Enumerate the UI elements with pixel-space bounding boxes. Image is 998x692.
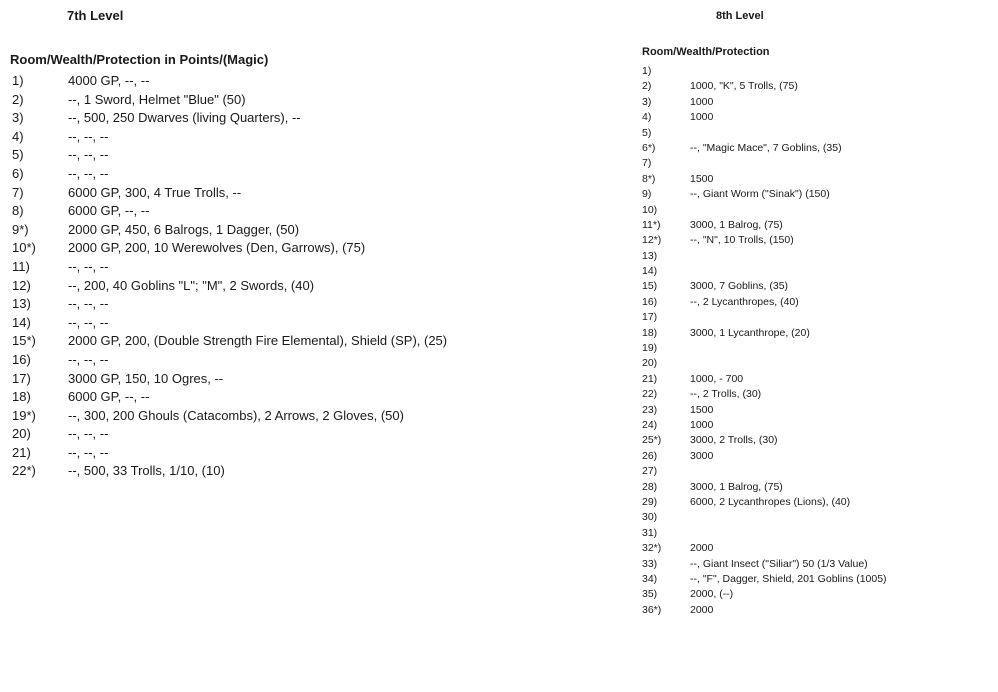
room-number: 22*) (12, 463, 36, 479)
room-contents: 6000 GP, --, -- (68, 389, 150, 405)
room-number: 16) (12, 351, 31, 367)
room-number: 27) (642, 465, 658, 478)
room-number: 13) (642, 249, 658, 262)
room-contents: 2000 GP, 200, (Double Strength Fire Elemental), Shield (SP), (25) (68, 333, 448, 349)
room-row (640, 372, 887, 387)
room-row (640, 587, 887, 602)
room-number: 21) (642, 372, 658, 385)
room-number: 14) (12, 314, 31, 330)
room-contents: 4000 GP, --, -- (68, 73, 150, 88)
room-row (10, 314, 447, 333)
room-contents: --, --, -- (68, 258, 109, 274)
room-number: 14) (642, 265, 658, 278)
room-row (640, 249, 887, 264)
room-row (640, 264, 887, 279)
room-contents: --, 500, 33 Trolls, 1/10, (10) (68, 463, 225, 479)
room-row (640, 572, 887, 587)
room-contents: --, --, -- (68, 314, 109, 330)
room-contents: --, --, -- (68, 147, 109, 163)
room-number: 6) (12, 165, 24, 181)
room-row (10, 332, 447, 351)
room-row (10, 221, 447, 240)
room-contents: --, 2 Lycanthropes, (40) (690, 295, 799, 308)
room-number: 10*) (12, 240, 36, 256)
seventh-level-heading: Room/Wealth/Protection in Points/(Magic) (10, 52, 269, 67)
room-number: 5) (642, 126, 652, 139)
room-number: 15) (642, 280, 658, 293)
room-number: 18) (12, 389, 31, 405)
room-row (640, 279, 887, 294)
room-row (10, 72, 447, 91)
room-number: 12*) (642, 234, 662, 247)
room-number: 28) (642, 480, 658, 493)
room-number: 26) (642, 449, 658, 462)
room-number: 3) (12, 110, 24, 126)
room-number: 1) (12, 73, 24, 88)
room-row (640, 557, 887, 572)
room-number: 16) (642, 295, 658, 308)
room-row (640, 326, 887, 341)
room-contents: 3000, 2 Trolls, (30) (690, 434, 778, 447)
room-row (10, 165, 447, 184)
room-row (10, 462, 447, 481)
room-contents: --, --, -- (68, 296, 109, 312)
room-contents: 3000, 7 Goblins, (35) (690, 280, 789, 293)
room-contents: 6000, 2 Lycanthropes (Lions), (40) (690, 495, 851, 508)
room-row (10, 425, 447, 444)
room-number: 23) (642, 403, 658, 416)
room-row (640, 110, 887, 125)
room-contents: --, 2 Trolls, (30) (690, 388, 762, 401)
room-contents: --, --, -- (68, 165, 109, 181)
room-number: 35) (642, 588, 658, 601)
room-number: 36*) (642, 603, 662, 616)
room-row (10, 370, 447, 389)
room-number: 13) (12, 296, 31, 312)
room-number: 17) (12, 370, 31, 386)
room-contents: --, --, -- (68, 351, 109, 367)
room-row (640, 233, 887, 248)
room-number: 33) (642, 557, 658, 570)
room-number: 12) (12, 277, 31, 293)
room-number: 4) (12, 128, 24, 144)
room-number: 19) (642, 342, 658, 355)
room-row (10, 128, 447, 147)
room-contents: --, Giant Insect ("Siliar") 50 (1/3 Value) (690, 557, 868, 570)
room-row (10, 388, 447, 407)
room-contents: 3000, 1 Balrog, (75) (690, 480, 783, 493)
eighth-level-title: 8th Level (716, 10, 764, 22)
room-contents: --, --, -- (68, 444, 109, 460)
room-number: 1) (642, 65, 652, 77)
room-contents: 1000 (690, 95, 714, 108)
room-row (640, 64, 887, 79)
room-number: 6*) (642, 141, 656, 154)
room-row (640, 464, 887, 479)
room-contents: --, 1 Sword, Helmet "Blue" (50) (68, 91, 246, 107)
room-number: 32*) (642, 542, 662, 555)
room-row (640, 295, 887, 310)
room-contents: --, 200, 40 Goblins "L"; "M", 2 Swords, (40) (68, 277, 315, 293)
room-row (640, 141, 887, 156)
room-number: 24) (642, 418, 658, 431)
room-number: 7) (642, 157, 652, 170)
room-number: 8) (12, 203, 24, 219)
room-row (640, 403, 887, 418)
room-contents: 2000 GP, 200, 10 Werewolves (Den, Garrows), (75) (68, 240, 366, 256)
room-row (10, 258, 447, 277)
room-number: 21) (12, 444, 31, 460)
room-contents: --, --, -- (68, 426, 109, 442)
room-row (10, 239, 447, 258)
room-row (640, 218, 887, 233)
room-row (10, 295, 447, 314)
room-number: 17) (642, 311, 658, 324)
room-number: 2) (12, 91, 24, 107)
room-row (640, 79, 887, 94)
room-row (640, 310, 887, 325)
room-row (640, 203, 887, 218)
room-number: 18) (642, 326, 658, 339)
room-row (640, 418, 887, 433)
room-contents: 6000 GP, 300, 4 True Trolls, -- (68, 184, 242, 200)
room-number: 34) (642, 572, 658, 585)
room-contents: 2000 GP, 450, 6 Balrogs, 1 Dagger, (50) (68, 221, 300, 237)
room-row (640, 526, 887, 541)
room-number: 11*) (642, 218, 661, 231)
room-number: 11) (12, 258, 30, 274)
room-row (10, 407, 447, 426)
room-row (640, 541, 887, 556)
room-contents: --, 500, 250 Dwarves (living Quarters), -- (68, 110, 301, 126)
room-number: 20) (642, 357, 658, 370)
room-row (640, 172, 887, 187)
seventh-level-room-list (10, 72, 447, 481)
room-row (10, 277, 447, 296)
room-number: 31) (642, 526, 658, 539)
seventh-level-title: 7th Level (67, 8, 124, 23)
room-row (640, 480, 887, 495)
room-row (640, 187, 887, 202)
room-row (10, 444, 447, 463)
room-contents: 1000, "K", 5 Trolls, (75) (690, 80, 798, 93)
room-contents: 2000, (--) (690, 588, 734, 601)
room-number: 20) (12, 426, 31, 442)
room-row (10, 91, 447, 110)
room-row (10, 184, 447, 203)
room-number: 9) (642, 188, 652, 201)
room-row (640, 95, 887, 110)
room-number: 22) (642, 388, 658, 401)
room-row (10, 351, 447, 370)
room-row (640, 495, 887, 510)
room-contents: 3000 (690, 449, 714, 462)
room-number: 7) (12, 184, 24, 200)
room-number: 10) (642, 203, 658, 216)
room-number: 3) (642, 95, 652, 108)
room-row (640, 510, 887, 525)
room-contents: 1000, - 700 (690, 372, 744, 385)
room-number: 19*) (12, 407, 36, 423)
room-row (640, 156, 887, 171)
room-contents: 1000 (690, 418, 714, 431)
room-number: 9*) (12, 221, 29, 237)
room-row (10, 202, 447, 221)
room-contents: 3000 GP, 150, 10 Ogres, -- (68, 370, 224, 386)
room-row (640, 603, 887, 618)
room-row (640, 341, 887, 356)
room-number: 5) (12, 147, 24, 163)
room-contents: --, "N", 10 Trolls, (150) (690, 234, 794, 247)
room-contents: 1500 (690, 172, 714, 185)
room-contents: --, 300, 200 Ghouls (Catacombs), 2 Arrows, 2 Gloves, (50) (68, 407, 404, 423)
room-number: 2) (642, 80, 652, 93)
room-contents: 2000 (690, 603, 714, 616)
room-contents: 6000 GP, --, -- (68, 203, 150, 219)
room-row (640, 433, 887, 448)
room-row (640, 356, 887, 371)
room-row (640, 387, 887, 402)
room-row (10, 146, 447, 165)
room-contents: 1500 (690, 403, 714, 416)
room-number: 25*) (642, 434, 662, 447)
room-contents: --, "F", Dagger, Shield, 201 Goblins (1005) (690, 572, 887, 585)
room-number: 29) (642, 495, 658, 508)
room-row (640, 449, 887, 464)
room-row (640, 126, 887, 141)
room-number: 8*) (642, 172, 656, 185)
room-number: 30) (642, 511, 658, 524)
room-number: 15*) (12, 333, 36, 349)
room-contents: 1000 (690, 111, 714, 124)
room-contents: 3000, 1 Balrog, (75) (690, 218, 783, 231)
room-contents: 2000 (690, 542, 714, 555)
room-contents: 3000, 1 Lycanthrope, (20) (690, 326, 810, 339)
eighth-level-room-list (640, 64, 887, 618)
room-row (10, 109, 447, 128)
room-contents: --, Giant Worm ("Sinak") (150) (690, 188, 830, 201)
eighth-level-heading: Room/Wealth/Protection (642, 46, 770, 58)
room-contents: --, "Magic Mace", 7 Goblins, (35) (690, 141, 842, 154)
room-contents: --, --, -- (68, 128, 109, 144)
room-number: 4) (642, 111, 652, 124)
